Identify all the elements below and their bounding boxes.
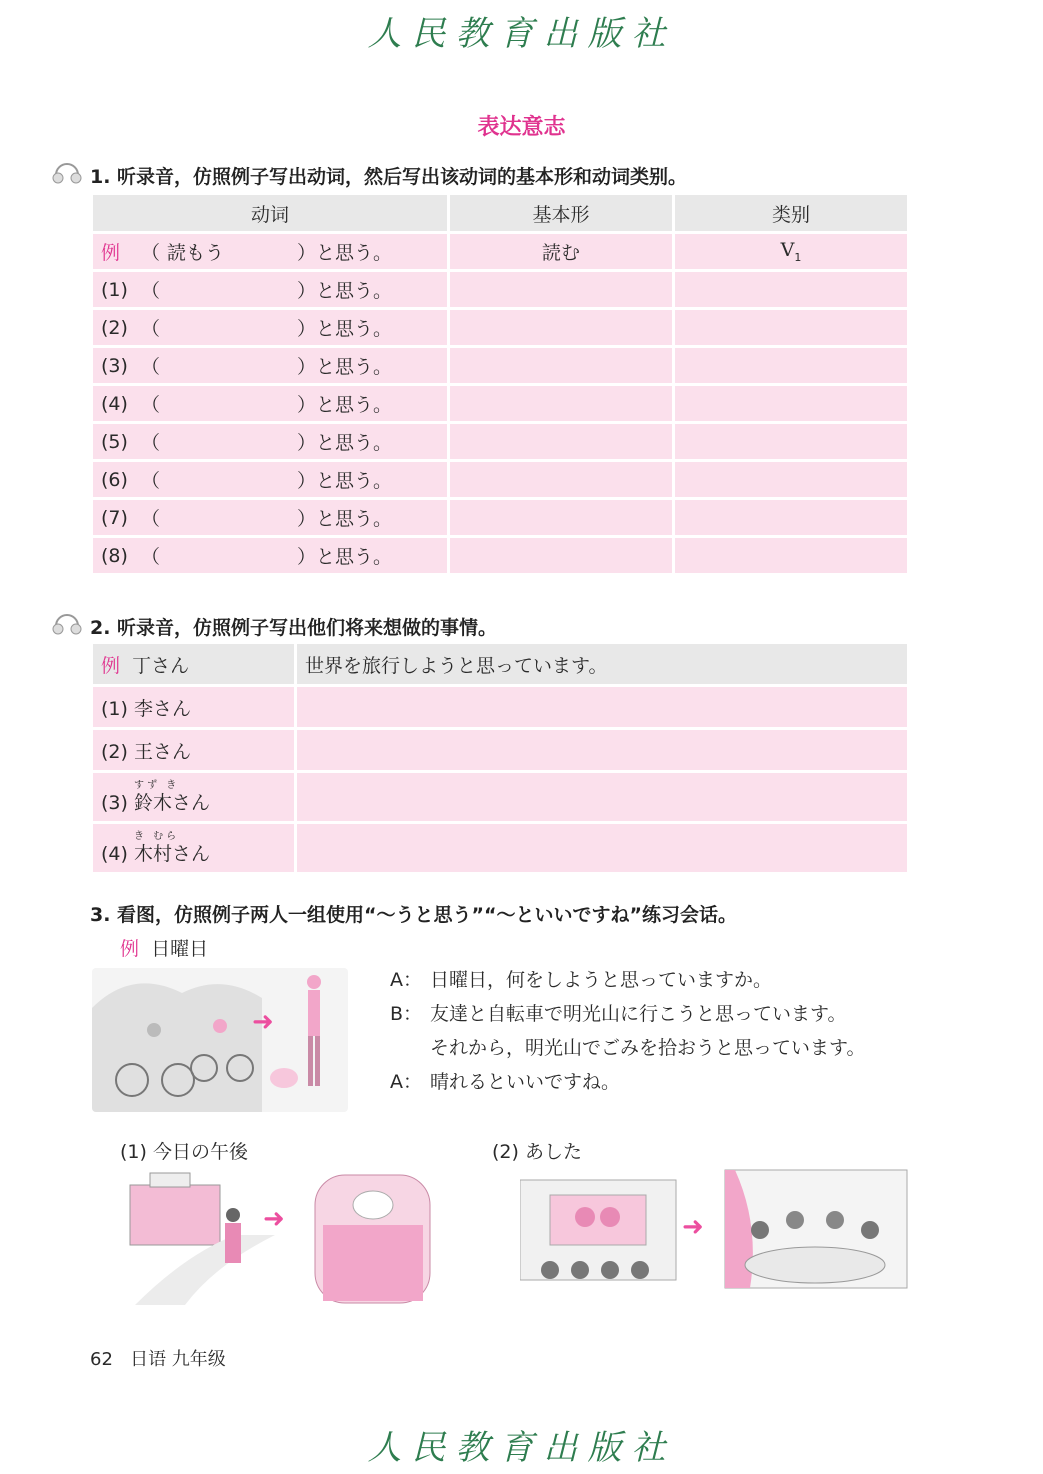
picture-2-caption: (2) あした — [492, 1141, 582, 1163]
verb-table — [90, 192, 910, 576]
person-name: 鈴木さん — [133, 791, 210, 814]
category-blank[interactable] — [675, 348, 907, 383]
example-tag: 例 — [101, 242, 121, 264]
category-blank[interactable] — [675, 272, 907, 307]
table-row: (6) （ ）と思う。 — [93, 462, 907, 497]
table-row: (2) 王さん — [93, 730, 907, 770]
category-blank[interactable] — [675, 424, 907, 459]
table-row: (1) 李さん — [93, 687, 907, 727]
answer-blank[interactable] — [297, 824, 907, 872]
headphone-icon — [50, 155, 84, 189]
example-category: $V_1$ — [675, 234, 907, 269]
example-answer: 世界を旅行しようと思っています。 — [297, 644, 907, 684]
person-name: 木村さん — [133, 842, 210, 865]
svg-text:➜: ➜ — [252, 1007, 274, 1037]
table-row: (3) （ ）と思う。 — [93, 348, 907, 383]
example-tag: 例 — [101, 654, 121, 677]
furigana: き むら — [133, 830, 180, 842]
cycling-illustration — [92, 968, 348, 1112]
category-blank[interactable] — [675, 538, 907, 573]
table-row: (4) （ ）と思う。 — [93, 386, 907, 421]
example-row — [93, 234, 907, 269]
svg-text:➜: ➜ — [682, 1212, 704, 1242]
to-omou: ）と思う。 — [297, 242, 393, 264]
answer-blank[interactable] — [297, 773, 907, 821]
example-base: 読む — [450, 234, 672, 269]
q2-instruction: 2. 听录音，仿照例子写出他们将来想做的事情。 — [90, 617, 498, 639]
base-blank[interactable] — [450, 500, 672, 535]
answer-blank[interactable] — [297, 687, 907, 727]
example-caption: 例 日曜日 — [120, 938, 209, 960]
dialog-line: それから，明光山でごみを拾おうと思っています。 — [430, 1037, 866, 1059]
furigana: すず き — [133, 779, 180, 791]
table-row: (8) （ ）と思う。 — [93, 538, 907, 573]
headphone-icon — [50, 606, 84, 640]
table-row: (4) き むら 木村さん — [93, 824, 907, 872]
publisher-logo-bottom: 人民教育出版社 — [367, 1428, 676, 1468]
category-blank[interactable] — [675, 386, 907, 421]
base-blank[interactable] — [450, 424, 672, 459]
category-blank[interactable] — [675, 500, 907, 535]
q1-instruction: 1. 听录音，仿照例子写出动词，然后写出该动词的基本形和动词类别。 — [90, 166, 688, 188]
q3-instruction: 3. 看图，仿照例子两人一组使用“～うと思う”“～といいですね”练习会话。 — [90, 904, 738, 926]
table-row: (2) （ ）と思う。 — [93, 310, 907, 345]
svg-text:➜: ➜ — [263, 1204, 285, 1234]
publisher-logo: 人民教育出版社 — [367, 14, 676, 54]
header-verb: 动词 — [93, 195, 447, 231]
movie-dinner-illustration — [520, 1165, 910, 1305]
dialog-line: 晴れるといいですね。 — [430, 1071, 621, 1093]
person-name: 王さん — [133, 740, 191, 763]
book-title: 日语 九年级 — [130, 1349, 226, 1370]
page-number: 62 — [90, 1349, 113, 1370]
example-name: 丁さん — [132, 654, 190, 677]
example-row — [93, 644, 907, 684]
base-blank[interactable] — [450, 272, 672, 307]
table-row: (1) （ ）と思う。 — [93, 272, 907, 307]
picture-1-caption: (1) 今日の午後 — [120, 1141, 248, 1163]
base-blank[interactable] — [450, 462, 672, 497]
category-blank[interactable] — [675, 310, 907, 345]
base-blank[interactable] — [450, 386, 672, 421]
dialog-line: 日曜日，何をしようと思っていますか。 — [430, 969, 773, 991]
base-blank[interactable] — [450, 310, 672, 345]
page-footer — [90, 1345, 226, 1371]
example-dialog: A： 日曜日，何をしようと思っていますか。 B： 友達と自転車で明光山に行こうと思っています。 それから，明光山でごみを拾おうと思っています。 A： 晴れるといいですね。 — [390, 969, 866, 1093]
section-title: 表达意志 — [477, 115, 566, 140]
table-row: (3) すず き 鈴木さん — [93, 773, 907, 821]
hospital-illustration — [125, 1165, 435, 1305]
table-row: (7) （ ）と思う。 — [93, 500, 907, 535]
base-blank[interactable] — [450, 348, 672, 383]
dialog-line: 友達と自転車で明光山に行こうと思っています。 — [430, 1003, 847, 1025]
example-verb: 読もう — [167, 242, 225, 264]
answer-blank[interactable] — [297, 730, 907, 770]
person-name: 李さん — [133, 697, 191, 720]
header-category: 类别 — [675, 195, 907, 231]
table-row: (5) （ ）と思う。 — [93, 424, 907, 459]
header-base: 基本形 — [450, 195, 672, 231]
plans-table — [90, 641, 910, 875]
paren-open: （ — [141, 242, 161, 264]
base-blank[interactable] — [450, 538, 672, 573]
category-blank[interactable] — [675, 462, 907, 497]
